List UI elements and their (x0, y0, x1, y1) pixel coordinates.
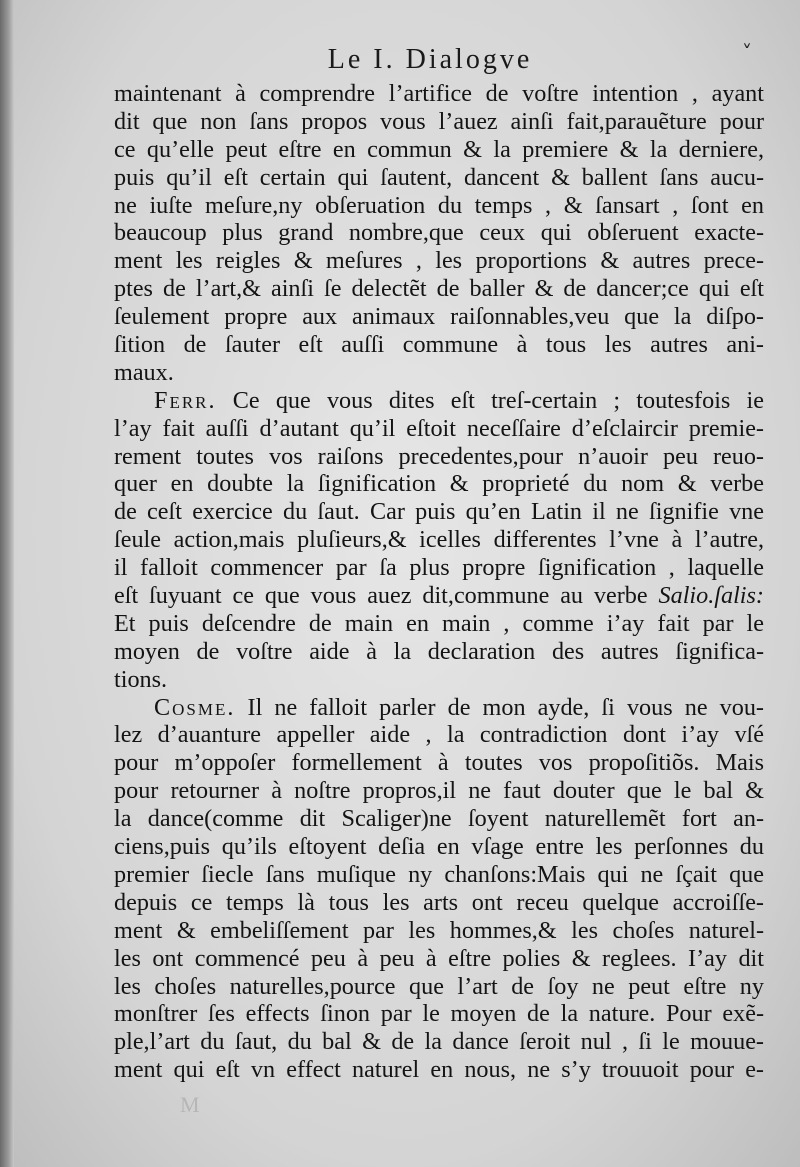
text-line: quer en doubte la ſignification & proprieté du nom & verbe (114, 470, 764, 498)
line-text: Ce que vous dites eſt treſ-certain ; toutesfois ie (216, 386, 764, 414)
text-line: lez d’auanture appeller aide , la contradiction dont i’ay vſé (114, 721, 764, 749)
text-line: monſtrer ſes effects ſinon par le moyen de la nature. Pour exẽ- (114, 1000, 764, 1028)
signature-mark: M (180, 1092, 200, 1117)
text-line (114, 582, 764, 610)
latin-word: Salio.ſalis: (658, 582, 764, 610)
text-line: maux. (114, 358, 174, 386)
line-text: eſt ſuyuant ce que vous auez dit,commune au verbe (114, 582, 659, 610)
text-line: ce qu’elle peut eſtre en commun & la premiere & la derniere, (114, 135, 764, 163)
corner-mark: ˅ (742, 40, 752, 64)
text-line: maintenant à comprendre l’artifice de voſtre intention , ayant (114, 80, 764, 107)
text-line: les choſes naturelles,pource que l’art de ſoy ne peut eſtre ny (114, 972, 764, 1000)
body-text (114, 80, 764, 1084)
text-line (114, 387, 764, 415)
text-line: il falloit commencer par ſa plus propre ſignification , laquelle (114, 554, 764, 582)
text-line: la dance(comme dit Scaliger)ne ſoyent naturellemẽt fort an- (114, 805, 764, 833)
text-line: tions. (114, 665, 168, 693)
text-line: de ceſt exercice du ſaut. Car puis qu’en Latin il ne ſignifie vne (114, 498, 764, 526)
paragraph-1 (114, 80, 764, 387)
text-line: pour retourner à noſtre propros,il ne faut douter que le bal & (114, 777, 764, 805)
text-line: ſeule action,mais pluſieurs,& icelles differentes l’vne à l’autre, (114, 526, 764, 554)
text-line: ple,l’art du ſaut, du bal & de la dance ſeroit nul , ſi le mouue- (114, 1028, 764, 1056)
speaker-name: Ferr. (154, 386, 217, 414)
text-line: ment qui eſt vn effect naturel en nous, ne s’y trouuoit pour e- (114, 1056, 764, 1084)
text-line: ſition de ſauter eſt auſſi commune à tous les autres ani- (114, 331, 764, 359)
text-line: dit que non ſans propos vous l’auez ainſi fait,parauẽture pour (114, 107, 764, 135)
text-line: ment & embeliſſement par les hommes,& les choſes naturel- (114, 916, 764, 944)
line-text: Il ne falloit parler de mon ayde, ſi vous ne vou- (235, 693, 764, 721)
text-line: ciens,puis qu’ils eſtoyent deſia en vſage entre les perſonnes du (114, 833, 764, 861)
text-line: ſeulement propre aux animaux raiſonnables,veu que la diſpo- (114, 303, 764, 331)
running-title: Le I. Dialogve (327, 44, 533, 75)
text-line: ptes de l’art,& ainſi ſe delectẽt de baller & de dancer;ce qui eſt (114, 275, 764, 303)
text-line: Et puis deſcendre de main en main , comme i’ay fait par le (114, 609, 764, 637)
text-line: ne iuſte meſure,ny obſeruation du temps , & ſansart , ſont en (114, 191, 764, 219)
text-line: premier ſiecle ſans muſique ny chanſons:Mais qui ne ſçait que (114, 860, 764, 888)
text-line (114, 694, 764, 722)
text-line: l’ay fait auſſi d’autant qu’il eſtoit neceſſaire d’eſclaircir premie- (114, 414, 764, 442)
text-line: depuis ce temps là tous les arts ont receu quelque accroiſſe- (114, 888, 764, 916)
text-line: ment les reigles & meſures , les proportions & autres prece- (114, 247, 764, 275)
paragraph-2 (114, 387, 764, 694)
page-gutter-shadow (0, 0, 14, 1167)
speaker-name: Cosme. (154, 693, 236, 721)
text-line: puis qu’il eſt certain qui ſautent, dancent & ballent ſans aucu- (114, 163, 764, 191)
paragraph-3 (114, 694, 764, 1084)
text-line: pour m’oppoſer formellement à toutes vos propoſitiõs. Mais (114, 749, 764, 777)
text-line: les ont commencé peu à peu à eſtre polies & reglees. I’ay dit (114, 944, 764, 972)
text-line: moyen de voſtre aide à la declaration des autres ſignifica- (114, 637, 764, 665)
text-line: rement toutes vos raiſons precedentes,pour n’auoir peu reuo- (114, 442, 764, 470)
text-line: beaucoup plus grand nombre,que ceux qui obſeruent exacte- (114, 219, 764, 247)
